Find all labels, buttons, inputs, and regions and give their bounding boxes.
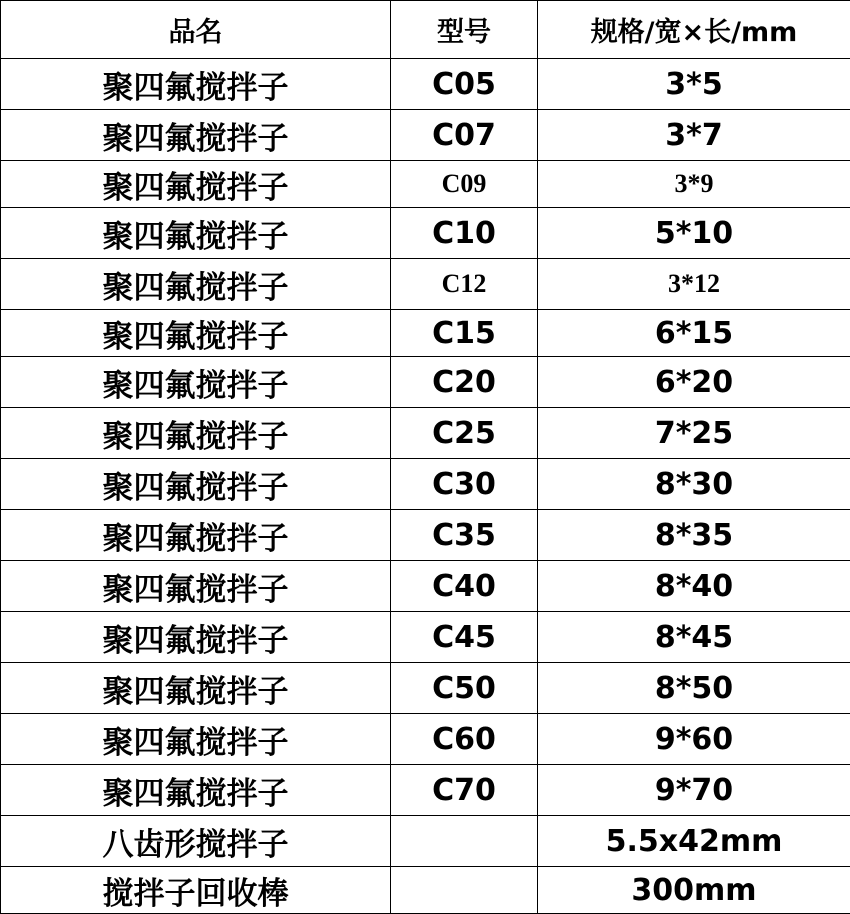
model-cell: C45 — [391, 612, 538, 663]
model-cell: C30 — [391, 459, 538, 510]
spec-cell: 6*15 — [538, 310, 850, 357]
product-name-cell: 聚四氟搅拌子 — [1, 208, 391, 259]
table-row — [1, 663, 850, 714]
spec-cell: 7*25 — [538, 408, 850, 459]
model-cell: C05 — [391, 59, 538, 110]
table-row — [1, 816, 850, 867]
table-row — [1, 612, 850, 663]
model-cell: C70 — [391, 765, 538, 816]
model-cell: C20 — [391, 357, 538, 408]
spec-cell: 6*20 — [538, 357, 850, 408]
model-cell: C35 — [391, 510, 538, 561]
model-cell — [391, 816, 538, 867]
spec-cell: 9*70 — [538, 765, 850, 816]
table-row — [1, 459, 850, 510]
product-name-cell: 八齿形搅拌子 — [1, 816, 391, 867]
table-row — [1, 357, 850, 408]
product-name-cell: 聚四氟搅拌子 — [1, 714, 391, 765]
model-cell: C40 — [391, 561, 538, 612]
spec-cell: 9*60 — [538, 714, 850, 765]
product-name-cell: 聚四氟搅拌子 — [1, 459, 391, 510]
table-row — [1, 59, 850, 110]
product-name-cell: 聚四氟搅拌子 — [1, 510, 391, 561]
table-row — [1, 510, 850, 561]
header-spec: 规格/宽×长/mm — [538, 1, 850, 59]
model-cell: C12 — [391, 259, 538, 310]
table-row — [1, 867, 850, 914]
model-cell — [391, 867, 538, 914]
table-row — [1, 259, 850, 310]
table-row — [1, 765, 850, 816]
product-name-cell: 聚四氟搅拌子 — [1, 357, 391, 408]
table-row — [1, 208, 850, 259]
spec-cell: 3*9 — [538, 161, 850, 208]
product-name-cell: 搅拌子回收棒 — [1, 867, 391, 914]
model-cell: C07 — [391, 110, 538, 161]
spec-cell: 5.5x42mm — [538, 816, 850, 867]
product-name-cell: 聚四氟搅拌子 — [1, 408, 391, 459]
product-name-cell: 聚四氟搅拌子 — [1, 110, 391, 161]
product-name-cell: 聚四氟搅拌子 — [1, 612, 391, 663]
model-cell: C10 — [391, 208, 538, 259]
model-cell: C25 — [391, 408, 538, 459]
table-row — [1, 408, 850, 459]
spec-cell: 5*10 — [538, 208, 850, 259]
product-name-cell: 聚四氟搅拌子 — [1, 310, 391, 357]
table-row — [1, 161, 850, 208]
spec-cell: 8*50 — [538, 663, 850, 714]
product-name-cell: 聚四氟搅拌子 — [1, 765, 391, 816]
table-row — [1, 110, 850, 161]
table-row — [1, 561, 850, 612]
table-header-row — [1, 1, 850, 59]
model-cell: C09 — [391, 161, 538, 208]
spec-cell: 3*5 — [538, 59, 850, 110]
spec-cell: 3*12 — [538, 259, 850, 310]
product-name-cell: 聚四氟搅拌子 — [1, 161, 391, 208]
spec-cell: 8*45 — [538, 612, 850, 663]
product-name-cell: 聚四氟搅拌子 — [1, 663, 391, 714]
product-name-cell: 聚四氟搅拌子 — [1, 561, 391, 612]
model-cell: C50 — [391, 663, 538, 714]
product-name-cell: 聚四氟搅拌子 — [1, 259, 391, 310]
table-row — [1, 310, 850, 357]
spec-cell: 8*30 — [538, 459, 850, 510]
product-name-cell: 聚四氟搅拌子 — [1, 59, 391, 110]
table-row — [1, 714, 850, 765]
header-product-name: 品名 — [1, 1, 391, 59]
model-cell: C15 — [391, 310, 538, 357]
model-cell: C60 — [391, 714, 538, 765]
spec-cell: 300mm — [538, 867, 850, 914]
spec-cell: 8*40 — [538, 561, 850, 612]
header-model: 型号 — [391, 1, 538, 59]
spec-cell: 8*35 — [538, 510, 850, 561]
spec-cell: 3*7 — [538, 110, 850, 161]
